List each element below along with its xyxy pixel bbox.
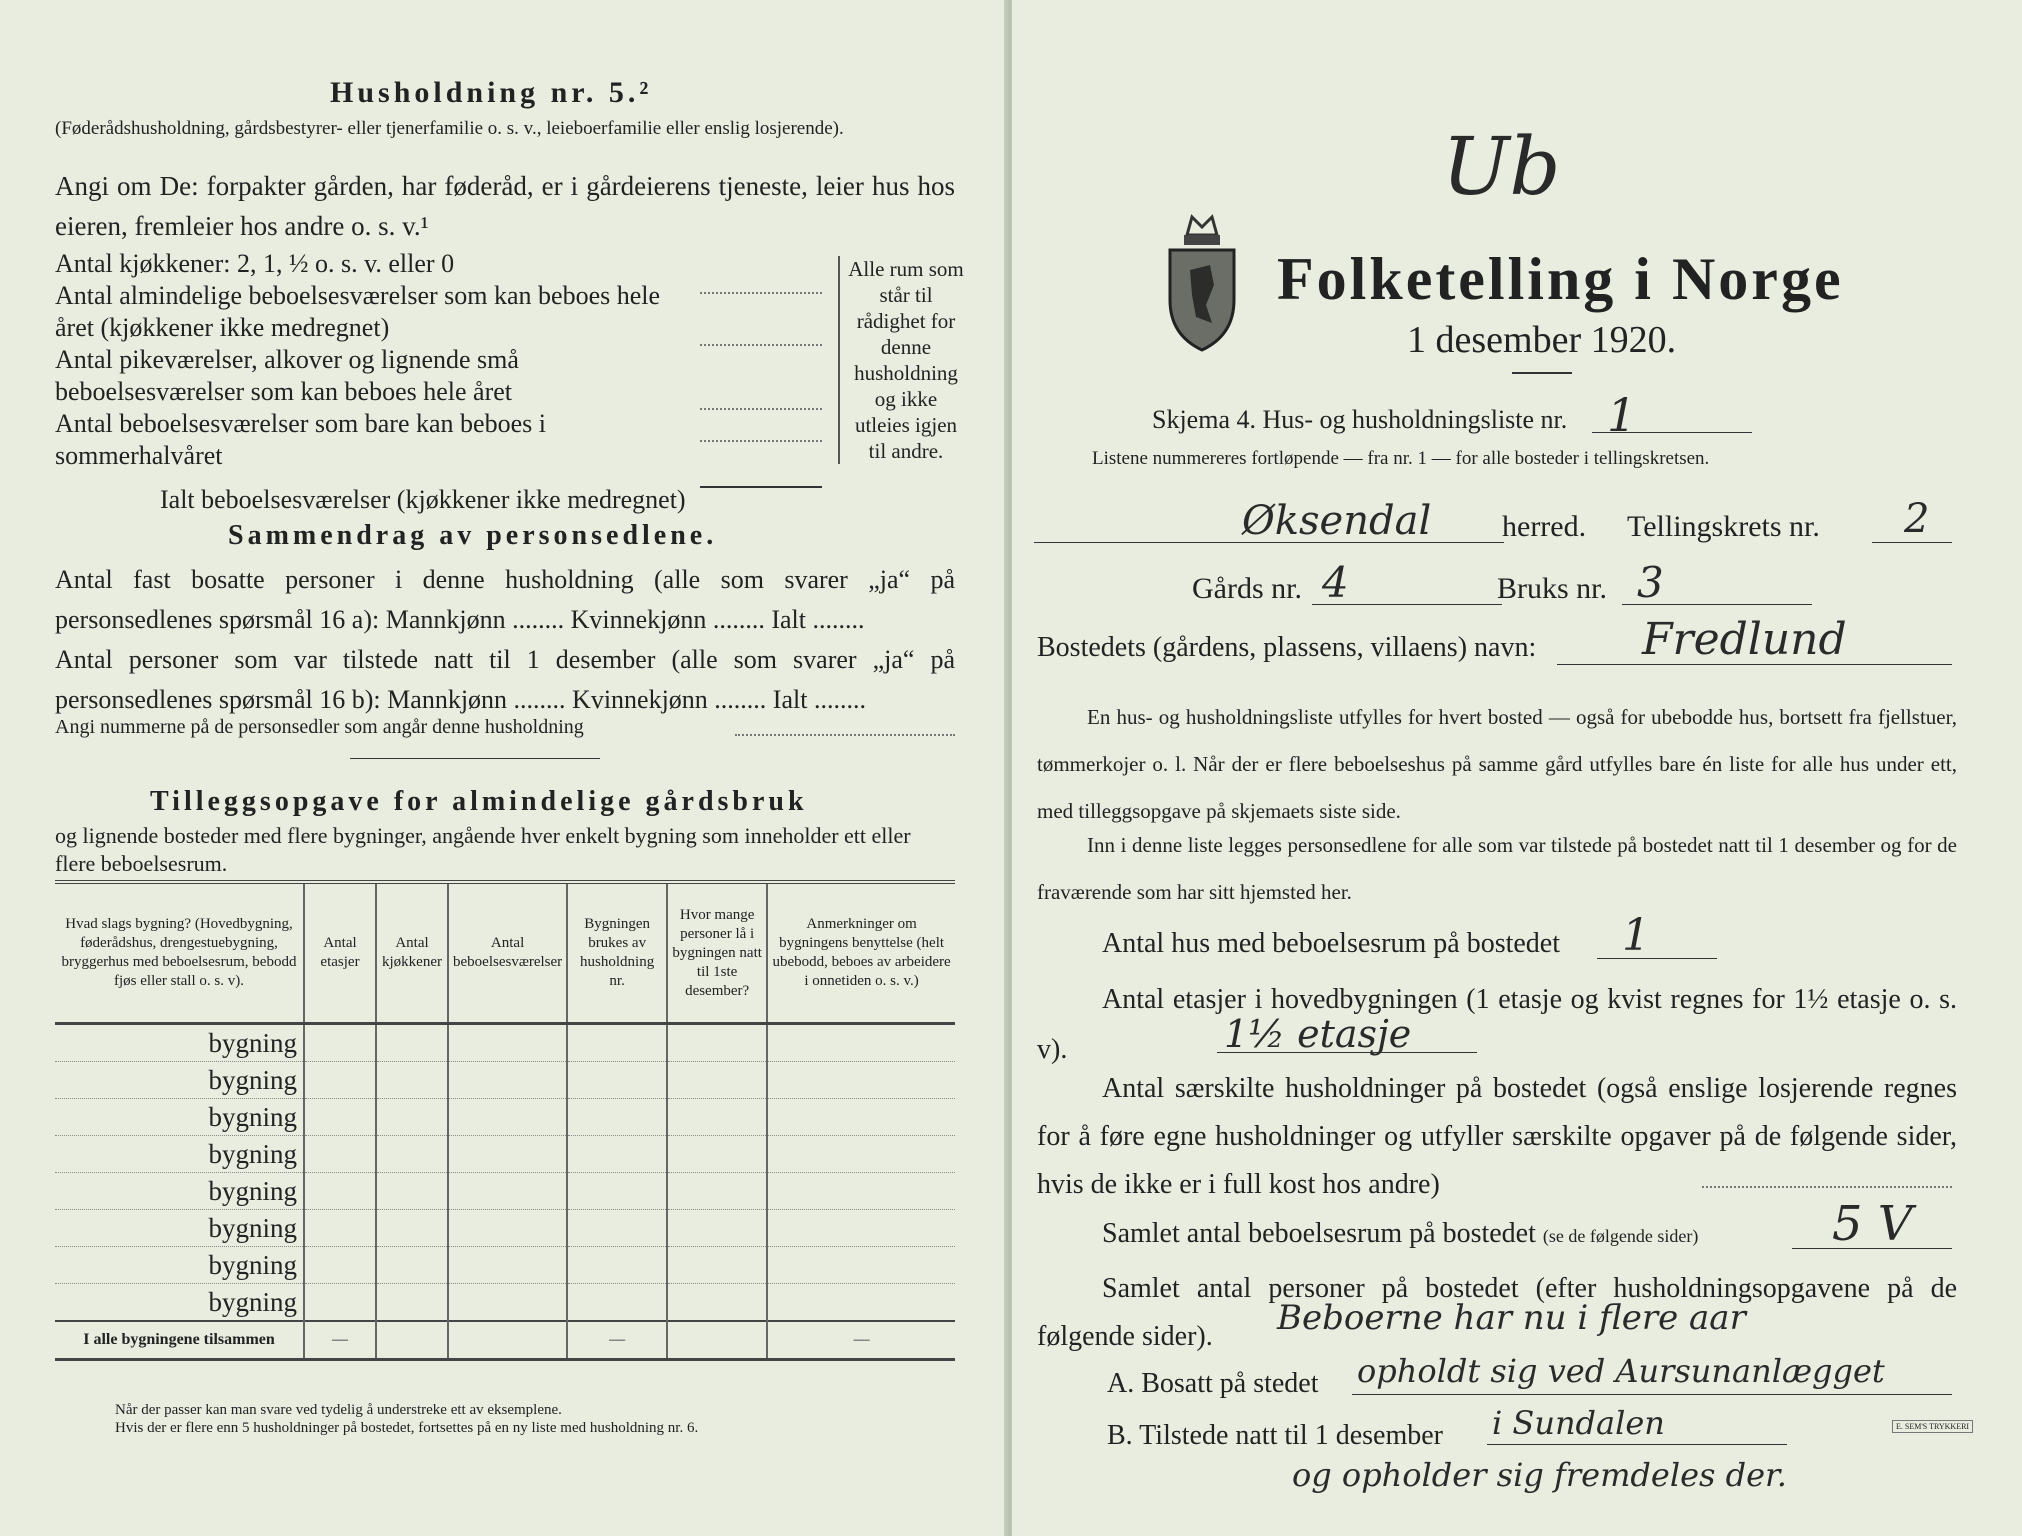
right-page	[1012, 0, 2022, 1536]
floors-label: Antal etasjer i hovedbygningen (1 etasje og kvist regnes for 1½ etasje o. s. v).	[1037, 984, 1957, 1065]
households-line[interactable]	[1702, 1186, 1952, 1188]
row-label: bygning	[55, 1024, 304, 1062]
table-row	[55, 1136, 955, 1173]
room-questions	[55, 248, 835, 516]
schema-label: Skjema 4. Hus- og husholdningsliste nr.	[1152, 405, 1568, 434]
schema-nr-line	[1592, 432, 1752, 433]
col-floors: Antal etasjer	[304, 882, 376, 1024]
herred-line	[1034, 542, 1504, 543]
row-label: bygning	[55, 1136, 304, 1173]
divider	[350, 758, 600, 759]
maid-rooms-question: Antal pikeværelser, alkover og lignende små beboelsesværelser som kan beboes hele året	[55, 345, 519, 406]
bruks-label: Bruks nr.	[1497, 572, 1608, 605]
resident-label: A. Bosatt på stedet	[1107, 1368, 1319, 1399]
table-row	[55, 1024, 955, 1062]
col-household-nr: Bygningen brukes av husholdning nr.	[567, 882, 667, 1024]
instructions-2: Inn i denne liste legges personsedlene for alle som var tilstede på bostedet natt til 1 desember og for de fraværende som har sitt hjemsted her.	[1037, 833, 1957, 904]
total-label: I alle bygningene tilsammen	[55, 1321, 304, 1360]
table-row	[55, 1173, 955, 1210]
table-total-row	[55, 1321, 955, 1360]
floors-value[interactable]: 1½ etasje	[1224, 1012, 1412, 1056]
persons-value[interactable]: Beboerne har nu i flere aar	[1277, 1298, 1746, 1338]
printer-stamp: E. SEM'S TRYKKERI	[1892, 1420, 1973, 1433]
houses-label: Antal hus med beboelsesrum på bostedet	[1102, 928, 1561, 959]
present-label: B. Tilstede natt til 1 desember	[1107, 1420, 1443, 1451]
floors-line	[1217, 1052, 1477, 1053]
left-page	[0, 0, 1008, 1536]
corner-mark: Ub	[1442, 120, 1561, 213]
buildings-table	[55, 880, 955, 1361]
coat-of-arms-icon	[1162, 205, 1242, 355]
answer-line-summer-rooms[interactable]	[700, 440, 822, 442]
total-dash: —	[567, 1321, 667, 1360]
gards-line	[1312, 604, 1502, 605]
farm-subtitle: og lignende bosteder med flere bygninger, angående hver enkelt bygning som inneholder ett eller flere beboelsesrum.	[55, 823, 911, 876]
household-title: Husholdning nr. 5.²	[330, 76, 653, 109]
rooms-line	[1792, 1248, 1952, 1249]
summary-resident: Antal fast bosatte personer i denne husholdning (alle som svarer „ja“ på personsedlenes spørsmål 16 a): Mannkjønn ........ Kvinnekjønn ........ Ialt ........	[55, 565, 955, 634]
total-rooms-question: Ialt beboelsesværelser (kjøkkener ikke medregnet)	[160, 485, 686, 514]
row-label: bygning	[55, 1173, 304, 1210]
col-rooms: Antal beboelsesværelser	[448, 882, 567, 1024]
krets-value[interactable]: 2	[1904, 496, 1930, 542]
gards-value[interactable]: 4	[1322, 558, 1349, 607]
rooms-note: (se de følgende sider)	[1542, 1226, 1699, 1246]
present-line	[1487, 1444, 1787, 1445]
household-subtitle: (Føderådshusholdning, gårdsbestyrer- eller tjenerfamilie o. s. v., leieboerfamilie eller enslig losjerende).	[55, 118, 844, 139]
table-row	[55, 1247, 955, 1284]
summer-rooms-question: Antal beboelsesværelser som bare kan beboes i sommerhalvåret	[55, 409, 546, 470]
row-label: bygning	[55, 1210, 304, 1247]
gards-label: Gårds nr.	[1192, 572, 1302, 605]
ordinary-rooms-question: Antal almindelige beboelsesværelser som kan beboes hele året (kjøkkener ikke medregnet)	[55, 281, 661, 342]
row-label: bygning	[55, 1062, 304, 1099]
bruks-value[interactable]: 3	[1637, 558, 1664, 607]
bruks-line	[1622, 604, 1812, 605]
col-persons: Hvor mange personer lå i bygningen natt til 1ste desember?	[667, 882, 767, 1024]
table-row	[55, 1062, 955, 1099]
instructions-1: En hus- og husholdningsliste utfylles for hvert bosted — også for ubebodde hus, bortsett fra fjellstuer, tømmerkojer o. l. Når der er flere beboelseshus på samme gård utfylles bare én liste for alle hus under ett, med tilleggsopgave på skjemaets siste side.	[1037, 705, 1957, 823]
houses-value[interactable]: 1	[1622, 910, 1650, 961]
bosted-value[interactable]: Fredlund	[1642, 614, 1847, 665]
rooms-side-note: Alle rum som står til rådighet for denne husholdning og ikke utleies igjen til andre.	[838, 256, 966, 464]
household-instructions: Angi om De: forpakter gården, har føderåd, er i gårdeierens tjeneste, leier hus hos eieren, fremleier hos andre o. s. v.¹	[55, 171, 955, 241]
row-label: bygning	[55, 1099, 304, 1136]
footnote-2: Hvis der er flere enn 5 husholdninger på bostedet, fortsettes på en ny liste med husholdning nr. 6.	[115, 1420, 699, 1436]
total-dash: —	[767, 1321, 955, 1360]
present-value[interactable]: i Sundalen	[1492, 1404, 1665, 1442]
answer-line-total-rooms[interactable]	[700, 486, 822, 488]
krets-line	[1872, 542, 1952, 543]
households-label: Antal særskilte husholdninger på bostedet (også enslige losjerende regnes for å føre egne husholdninger og utfyller særskilte opgaver på de følgende sider, hvis de ikke er i full kost hos andre)	[1037, 1073, 1957, 1200]
form-title: Folketelling i Norge	[1277, 246, 1844, 312]
resident-value[interactable]: opholdt sig ved Aursunanlægget	[1357, 1352, 1885, 1390]
bosted-line	[1557, 664, 1952, 665]
houses-line	[1597, 958, 1717, 959]
row-label: bygning	[55, 1284, 304, 1322]
table-row	[55, 1210, 955, 1247]
rooms-label: Samlet antal beboelsesrum på bostedet (se de følgende sider)	[1102, 1218, 1699, 1249]
form-date: 1 desember 1920.	[1407, 319, 1677, 361]
rooms-value[interactable]: 5 V	[1832, 1196, 1913, 1252]
summary-numbers: Angi nummerne på de personsedler som angår denne husholdning	[55, 716, 584, 738]
summary-title: Sammendrag av personsedlene.	[228, 520, 718, 551]
herred-label: herred.	[1502, 510, 1587, 543]
farm-title: Tilleggsopgave for almindelige gårdsbruk	[150, 786, 808, 817]
table-row	[55, 1284, 955, 1322]
krets-label: Tellingskrets nr.	[1627, 510, 1820, 543]
persons-label: Samlet antal personer på bostedet (efter husholdningsopgavene på de følgende sider).	[1037, 1273, 1957, 1352]
col-building-type: Hvad slags bygning? (Hovedbygning, føderådshus, drengestuebygning, bryggerhus med beboelsesrum, bebodd fjøs eller stall o. s. v).	[61, 916, 297, 989]
col-kitchens: Antal kjøkkener	[376, 882, 448, 1024]
total-dash: —	[304, 1321, 376, 1360]
answer-line-maid-rooms[interactable]	[700, 408, 822, 410]
answer-line-numbers[interactable]	[735, 734, 955, 736]
title-rule	[1512, 372, 1572, 374]
herred-value[interactable]: Øksendal	[1242, 498, 1432, 544]
resident-line	[1352, 1394, 1952, 1395]
answer-line-ordinary-rooms[interactable]	[700, 344, 822, 346]
list-note: Listene nummereres fortløpende — fra nr. 1 — for alle bosteder i tellingskretsen.	[1092, 448, 1710, 469]
answer-line-kitchens[interactable]	[700, 292, 822, 294]
kitchens-question: Antal kjøkkener: 2, 1, ½ o. s. v. eller 0	[55, 249, 455, 278]
table-row	[55, 1099, 955, 1136]
row-label: bygning	[55, 1247, 304, 1284]
bosted-label: Bostedets (gårdens, plassens, villaens) navn:	[1037, 632, 1537, 663]
col-remarks: Anmerkninger om bygningens benyttelse (helt ubebodd, beboes av arbeidere i onnetiden o. s. v.)	[767, 882, 955, 1024]
present-value-cont[interactable]: og opholder sig fremdeles der.	[1292, 1456, 1787, 1494]
schema-number[interactable]: 1	[1607, 388, 1637, 442]
summary-present: Antal personer som var tilstede natt til 1 desember (alle som svarer „ja“ på personsedlenes spørsmål 16 b): Mannkjønn ........ Kvinnekjønn ........ Ialt ........	[55, 645, 955, 714]
footnote-1: Når der passer kan man svare ved tydelig å understreke ett av eksemplene.	[115, 1402, 562, 1418]
